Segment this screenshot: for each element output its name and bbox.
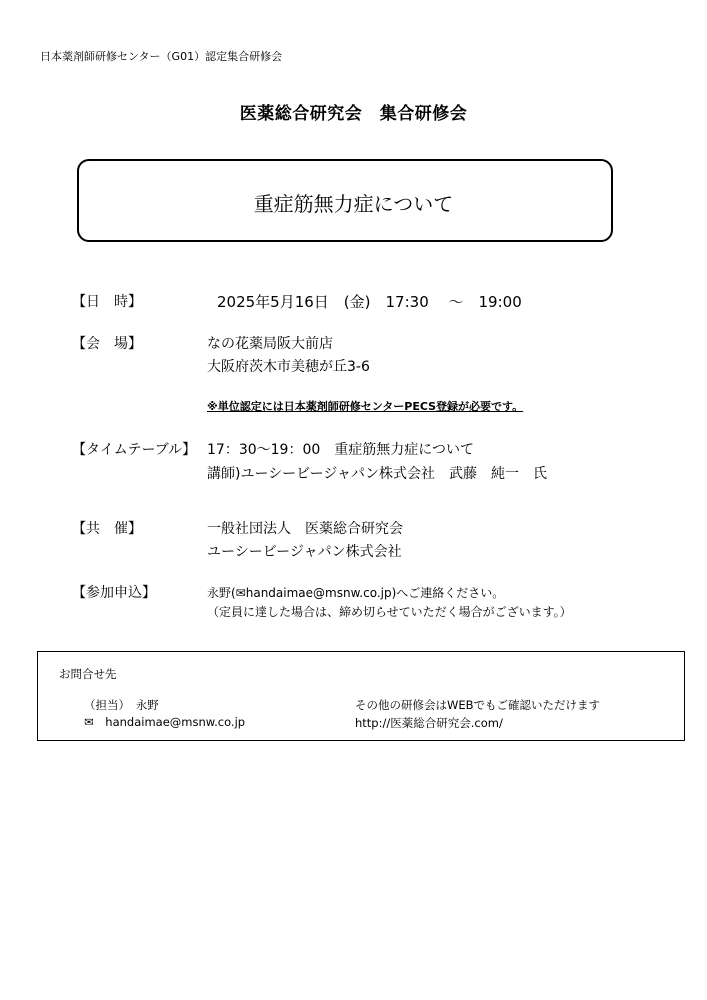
sponsor-item: 一般社団法人 医薬総合研究会	[207, 521, 403, 537]
page-title: 医薬総合研究会 集合研修会	[239, 104, 468, 124]
registration-line2: （定員に達した場合は、締め切らせていただく場合がございます。）	[207, 605, 572, 619]
registration-label: 【参加申込】	[72, 585, 156, 601]
sponsor-item: ユーシービージャパン株式会社	[207, 544, 402, 560]
timetable-speaker: 講師)ユーシービージャパン株式会社 武藤 純一 氏	[207, 466, 548, 482]
website-link[interactable]: http://医薬総合研究会.com/	[355, 716, 503, 730]
contact-email[interactable]: handaimae@msnw.co.jp	[105, 715, 246, 729]
contact-email-row	[84, 715, 245, 729]
header-note: 日本薬剤師研修センター（G01）認定集合研修会	[40, 50, 283, 63]
venue-label: 【会 場】	[72, 336, 142, 352]
contact-person: （担当） 永野	[84, 698, 159, 712]
other-seminars-text: その他の研修会はWEBでもご確認いただけます	[355, 698, 601, 712]
timetable-session: 17：30～19：00 重症筋無力症について	[207, 442, 474, 458]
topic-title: 重症筋無力症について	[253, 192, 454, 216]
timetable-label: 【タイムテーブル】	[72, 442, 197, 458]
datetime-label: 【日 時】	[72, 294, 142, 310]
mail-icon: ✉	[84, 715, 94, 729]
venue-name: なの花薬局阪大前店	[207, 336, 333, 352]
contact-heading: お問合せ先	[59, 667, 117, 681]
registration-line1: 永野(✉handaimae@msnw.co.jp)へご連絡ください。	[207, 586, 505, 600]
pecs-notice: ※単位認定には日本薬剤師研修センターPECS登録が必要です。	[207, 400, 524, 413]
sponsors-label: 【共 催】	[72, 521, 142, 537]
datetime-value: 2025年5月16日 (金) 17:30 ～ 19:00	[217, 293, 522, 311]
venue-address: 大阪府茨木市美穂が丘3-6	[207, 359, 370, 375]
